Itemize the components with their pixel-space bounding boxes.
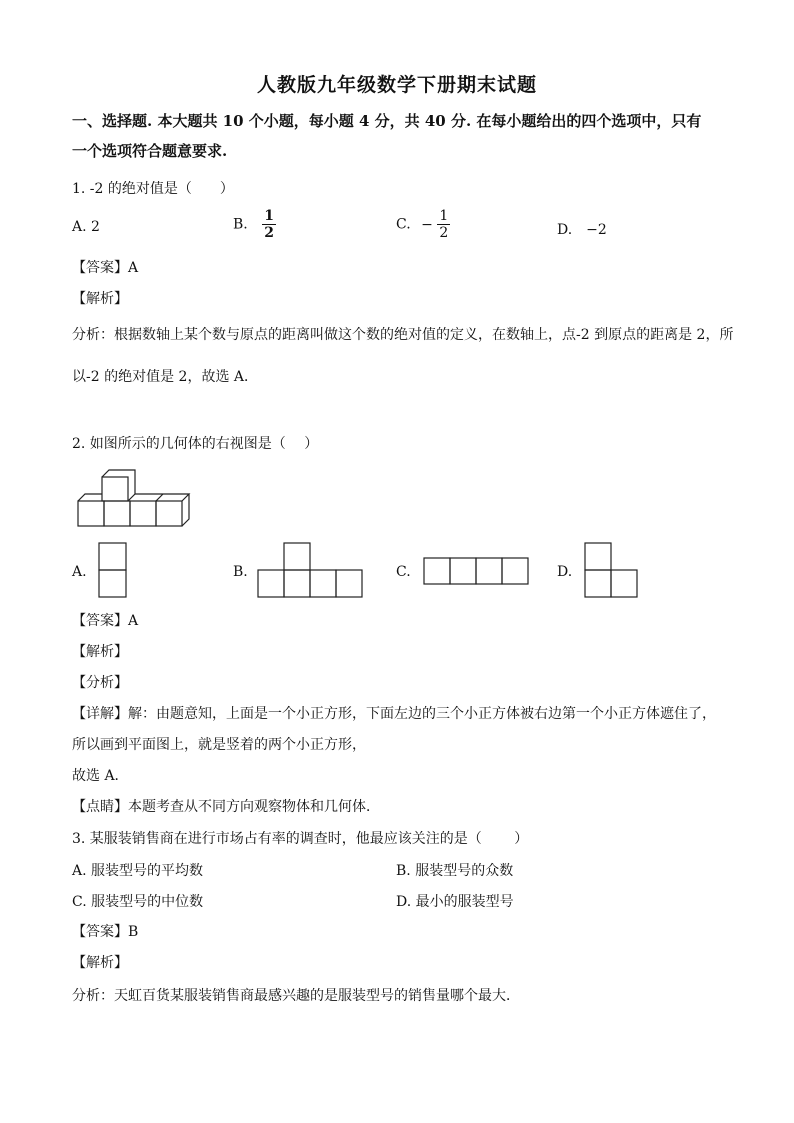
q2-solid-figure	[76, 464, 196, 528]
q2-option-b: B.	[233, 564, 248, 580]
square	[258, 570, 284, 597]
cube-top-front	[102, 477, 128, 501]
comment-text: 本题考查从不同方向观察物体和几何体．	[128, 799, 380, 815]
cube-top-back	[102, 470, 135, 501]
page-title: 人教版九年级数学下册期末试题	[256, 74, 537, 96]
q1-analysis-line1: 分析：根据数轴上某个数与原点的距离叫做这个数的绝对值的定义，在数轴上，点-2 到原点的距离是 2，所	[72, 327, 734, 343]
q2-option-c: C.	[396, 564, 411, 580]
q2-option-b-figure	[257, 542, 365, 600]
fraction-denominator: 2	[439, 225, 449, 241]
right-face-edge	[182, 494, 189, 526]
q2-option-d: D.	[557, 564, 573, 580]
square	[476, 558, 502, 584]
top-face-edge-left	[78, 494, 102, 501]
q2-detail-line2: 所以画到平面图上，就是竖着的两个小正方形，	[72, 737, 366, 753]
q2-detail-line1	[72, 703, 716, 723]
answer-value: B	[128, 924, 139, 940]
q2-option-d-figure	[584, 542, 642, 600]
square	[611, 570, 637, 597]
q1-option-b-label: B.	[233, 216, 248, 233]
q2-option-a: A.	[72, 564, 87, 580]
q3-answer	[72, 921, 138, 941]
q1-answer	[72, 257, 138, 277]
q2-answer	[72, 610, 138, 630]
square	[424, 558, 450, 584]
q3-option-d: D. 最小的服装型号	[396, 894, 514, 910]
q1-option-b-fraction	[262, 209, 276, 240]
square	[284, 570, 310, 597]
q3-option-a: A. 服装型号的平均数	[72, 863, 204, 879]
q3-option-c: C. 服装型号的中位数	[72, 894, 204, 910]
cube-front-4	[156, 501, 182, 526]
q2-analysis-tag: 【解析】	[72, 644, 128, 660]
square	[99, 543, 126, 570]
q1-stem: 1. -2 的绝对值是（ ）	[72, 181, 234, 197]
q3-analysis: 分析：天虹百货某服装销售商最感兴趣的是服装型号的销售量哪个最大．	[72, 988, 520, 1004]
detail-text: 解：由题意知，上面是一个小正方形，下面左边的三个小正方体被右边第一个小正方体遮住了，	[128, 706, 716, 722]
q2-option-a-figure	[98, 542, 128, 600]
fraction-numerator: 1	[439, 208, 449, 224]
q1-option-c-sign: −	[421, 216, 433, 233]
square	[99, 570, 126, 597]
top-face-divider	[156, 494, 163, 501]
square	[336, 570, 362, 597]
q1-analysis-tag: 【解析】	[72, 291, 128, 307]
cube-front-1	[78, 501, 104, 526]
comment-tag: 【点睛】	[72, 799, 128, 815]
detail-tag: 【详解】	[72, 706, 128, 722]
square	[502, 558, 528, 584]
section-heading-line2: 一个选项符合题意要求.	[72, 142, 228, 160]
q3-analysis-tag: 【解析】	[72, 955, 128, 971]
q1-option-a: A. 2	[72, 219, 100, 235]
q1-option-b	[233, 209, 276, 240]
square	[284, 543, 310, 570]
cube-front-3	[130, 501, 156, 526]
q1-option-c	[396, 209, 450, 240]
q1-option-c-label: C.	[396, 216, 411, 233]
fraction-numerator: 1	[264, 208, 274, 224]
q1-option-c-fraction	[437, 209, 450, 240]
answer-tag: 【答案】	[72, 613, 128, 629]
q2-fenxi-tag: 【分析】	[72, 675, 128, 691]
square	[585, 543, 611, 570]
q2-stem: 2. 如图所示的几何体的右视图是（ ）	[72, 436, 319, 452]
q1-option-d: D. −2	[557, 222, 607, 238]
q3-stem: 3. 某服装销售商在进行市场占有率的调查时，他最应该关注的是（ ）	[72, 831, 529, 847]
q2-detail-line3: 故选 A．	[72, 768, 129, 784]
answer-value: A	[128, 260, 139, 276]
fraction-denominator: 2	[264, 225, 274, 241]
section-heading-line1: 一、选择题. 本大题共 10 个小题，每小题 4 分，共 40 分. 在每小题给出的四个选项中，只有	[72, 112, 702, 130]
cube-front-2	[104, 501, 130, 526]
q3-option-b: B. 服装型号的众数	[396, 863, 514, 879]
answer-tag: 【答案】	[72, 924, 128, 940]
q2-comment	[72, 796, 380, 816]
q1-analysis-line2: 以-2 的绝对值是 2，故选 A．	[72, 369, 259, 385]
square	[450, 558, 476, 584]
answer-tag: 【答案】	[72, 260, 128, 276]
square	[310, 570, 336, 597]
q2-option-c-figure	[423, 557, 531, 587]
square	[585, 570, 611, 597]
answer-value: A	[128, 613, 139, 629]
